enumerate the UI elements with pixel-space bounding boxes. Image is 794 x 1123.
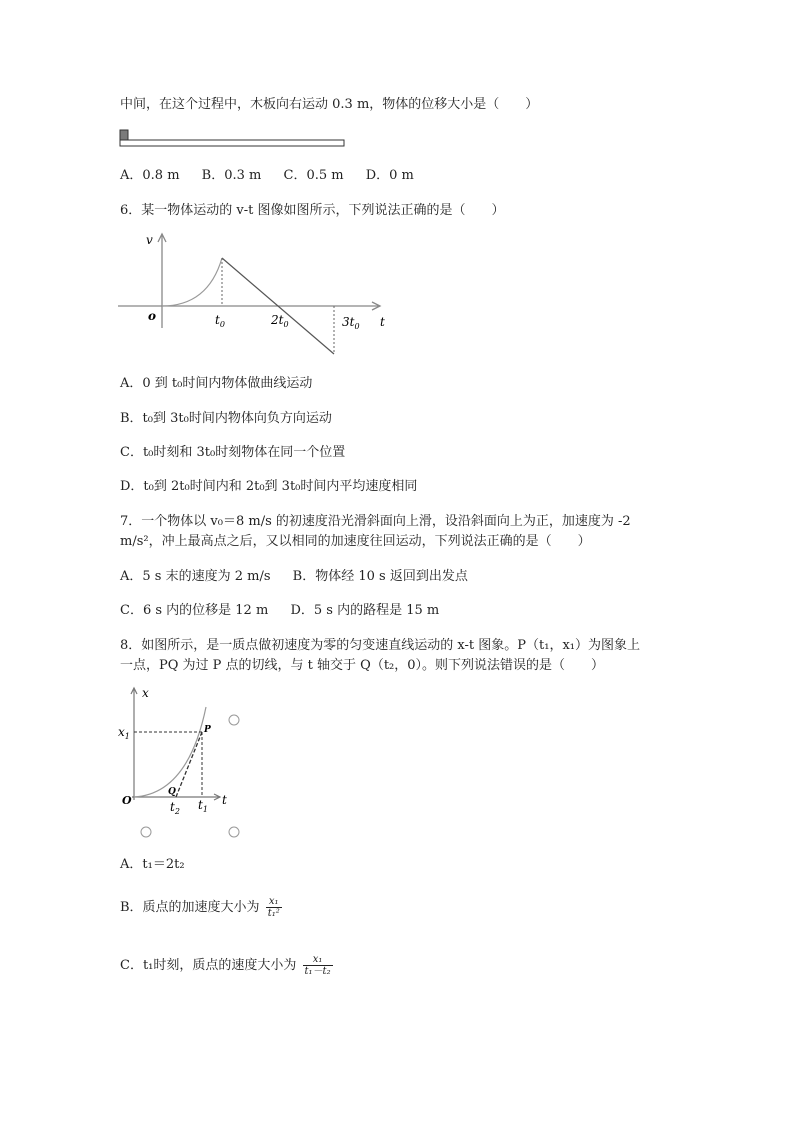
q-label: Q: [168, 787, 176, 797]
q7-option-b[interactable]: B．物体经 10 s 返回到出发点: [292, 569, 468, 584]
p-label: P: [204, 725, 211, 735]
x1-label: $x_1$: [118, 725, 130, 741]
q5-option-d[interactable]: D．0 m: [365, 168, 414, 183]
2t0-label: $2t_0$: [271, 313, 289, 329]
origin-label: o: [148, 309, 157, 323]
origin-label: O: [122, 794, 132, 807]
board-figure: [118, 128, 350, 152]
v-label: v: [146, 233, 153, 247]
q6-stem: 6．某一物体运动的 v-t 图像如图所示，下列说法正确的是（ ）: [120, 203, 505, 218]
q8-option-a[interactable]: A．t₁＝2t₂: [120, 857, 185, 872]
q7-option-a[interactable]: A．5 s 末的速度为 2 m/s: [120, 569, 271, 584]
t-label: t: [380, 315, 385, 329]
curve-segment: [162, 258, 222, 306]
q6-option-d[interactable]: D．t₀到 2t₀时间内和 2t₀到 3t₀时间内平均速度相同: [120, 479, 418, 494]
q5-option-c[interactable]: C．0.5 m: [283, 168, 344, 183]
q7-options-row-1: [120, 568, 486, 586]
vt-graph: [118, 228, 398, 363]
fraction-denominator: t₁²: [267, 908, 280, 919]
fraction-denominator: t₁－t₂: [304, 966, 331, 977]
q6-option-a[interactable]: A．0 到 t₀时间内物体做曲线运动: [120, 376, 313, 391]
t2-label: $t_2$: [170, 800, 180, 816]
t-label: t: [222, 793, 227, 807]
q6-option-b[interactable]: B．t₀到 3t₀时间内物体向负方向运动: [120, 411, 332, 426]
handle-top-right: [229, 715, 239, 725]
handle-bottom-right: [229, 827, 239, 837]
q8-option-c[interactable]: [120, 954, 333, 977]
q7-option-c[interactable]: C．6 s 内的位移是 12 m: [120, 603, 269, 618]
q8-option-b-text: B．质点的加速度大小为: [120, 900, 260, 915]
t0-label: $t_0$: [215, 313, 225, 329]
fraction-numerator: x₁: [303, 954, 333, 966]
q8-option-b-fraction: [266, 896, 282, 919]
handle-bottom-left: [141, 827, 151, 837]
q8-option-c-text: C．t₁时刻，质点的速度大小为: [120, 958, 297, 973]
q8-option-b[interactable]: [120, 896, 282, 919]
q7-option-d[interactable]: D．5 s 内的路程是 15 m: [290, 603, 440, 618]
q5-option-a[interactable]: A．0.8 m: [120, 168, 180, 183]
q8-stem-line-1: 8．如图所示，是一质点做初速度为零的匀变速直线运动的 x-t 图象。P（t₁，x₁）为图象上: [120, 638, 640, 653]
q8-stem-line-2: 一点，PQ 为过 P 点的切线，与 t 轴交于 Q（t₂，0）。则下列说法错误的是（ ）: [120, 658, 605, 673]
q5-stem-line: 中间，在这个过程中，木板向右运动 0.3 m，物体的位移大小是（ ）: [120, 97, 539, 112]
3t0-label: $3t_0$: [342, 315, 360, 331]
block: [120, 130, 128, 140]
fraction-numerator: x₁: [266, 896, 282, 908]
q6-option-c[interactable]: C．t₀时刻和 3t₀时刻物体在同一个位置: [120, 445, 346, 460]
q5-option-b[interactable]: B．0.3 m: [201, 168, 262, 183]
q7-stem-line-1: 7．一个物体以 v₀＝8 m/s 的初速度沿光滑斜面向上滑，设沿斜面向上为正，加速度为 -2: [120, 514, 631, 529]
board: [120, 140, 344, 146]
tangent-pq: [176, 732, 202, 797]
xt-graph: [118, 682, 254, 842]
q7-stem-line-2: m/s²，冲上最高点之后，又以相同的加速度往回运动，下列说法正确的是（ ）: [120, 534, 591, 549]
q8-option-c-fraction: [303, 954, 333, 977]
parabola: [134, 707, 206, 797]
x-label: x: [142, 686, 149, 700]
t1-label: $t_1$: [198, 798, 208, 814]
q5-options: [120, 167, 432, 185]
q7-options-row-2: [120, 602, 457, 620]
